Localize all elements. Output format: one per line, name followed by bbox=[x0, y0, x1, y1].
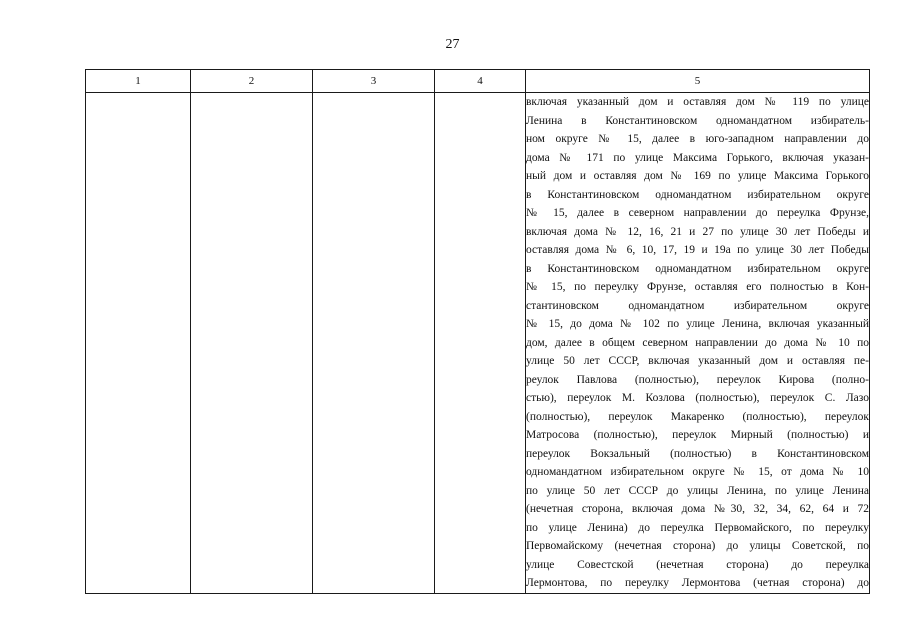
column-header-3: 3 bbox=[313, 70, 435, 93]
text-line: дом, далее в общем северном направлении до дома № 10 по bbox=[526, 336, 869, 349]
text-line: стью), переулок М. Козлова (полностью), переулок С. Лазо bbox=[526, 392, 869, 404]
text-line: улице 50 лет СССР, включая указанный дом и оставляя пе- bbox=[526, 355, 869, 367]
column-header-4: 4 bbox=[435, 70, 526, 93]
text-line: по улице 50 лет СССР до улицы Ленина, по улице Ленина bbox=[526, 484, 869, 497]
text-line: (нечетная сторона, включая дома №30, 32, 34, 62, 64 и 72 bbox=[526, 503, 869, 515]
text-line: переулок Вокзальный (полностью) в Константиновском bbox=[526, 447, 869, 460]
text-line: улице Совестской (нечетная сторона) до переулка bbox=[526, 558, 869, 571]
text-line: включая дома № 12, 16, 21 и 27 по улице 30 лет Победы и bbox=[526, 225, 869, 238]
text-line: Лермонтова, по переулку Лермонтова (четная сторона) до bbox=[526, 577, 869, 589]
text-line: дома № 171 по улице Максима Горького, включая указан- bbox=[526, 151, 869, 164]
text-line: № 15, далее в северном направлении до переулка Фрунзе, bbox=[526, 207, 869, 219]
table-row bbox=[86, 93, 870, 594]
text-line: Первомайскому (нечетная сторона) до улицы Советской, по bbox=[526, 540, 869, 552]
text-line: ный дом и оставляя дом № 169 по улице Максима Горького bbox=[526, 170, 869, 182]
cell-column-4 bbox=[435, 93, 526, 594]
text-line: Матросова (полностью), переулок Мирный (полностью) и bbox=[526, 429, 869, 441]
text-line: включая указанный дом и оставляя дом № 119 по улице bbox=[526, 96, 869, 108]
column-header-1: 1 bbox=[86, 70, 191, 93]
cell-column-3 bbox=[313, 93, 435, 594]
text-line: реулок Павлова (полностью), переулок Кирова (полно- bbox=[526, 373, 869, 386]
text-line: (полностью), переулок Макаренко (полностью), переулок bbox=[526, 410, 869, 423]
boundary-description-table bbox=[85, 69, 870, 594]
table-header-row bbox=[86, 70, 870, 93]
text-line: № 15, по переулку Фрунзе, оставляя его полностью в Кон- bbox=[526, 281, 869, 293]
text-line: по улице Ленина) до переулка Первомайского, по переулку bbox=[526, 521, 869, 534]
text-line: в Константиновском одномандатном избирательном округе bbox=[526, 188, 869, 201]
text-line: одномандатном избирательном округе № 15, от дома № 10 bbox=[526, 466, 869, 478]
text-line: оставляя дома № 6, 10, 17, 19 и 19а по улице 30 лет Победы bbox=[526, 244, 869, 256]
text-line: Ленина в Константиновском одномандатном избиратель- bbox=[526, 114, 869, 127]
text-line: в Константиновском одномандатном избирательном округе bbox=[526, 262, 869, 275]
cell-column-1 bbox=[86, 93, 191, 594]
text-line: № 15, до дома № 102 по улице Ленина, включая указанный bbox=[526, 318, 869, 330]
page-number: 27 bbox=[445, 37, 460, 52]
text-line: стантиновском одномандатном избирательном округе bbox=[526, 299, 869, 312]
cell-column-2 bbox=[191, 93, 313, 594]
column-header-2: 2 bbox=[191, 70, 313, 93]
cell-column-5-boundary-text bbox=[526, 93, 870, 594]
column-header-5: 5 bbox=[526, 70, 870, 93]
text-line: ном округе № 15, далее в юго-западном направлении до bbox=[526, 133, 869, 145]
